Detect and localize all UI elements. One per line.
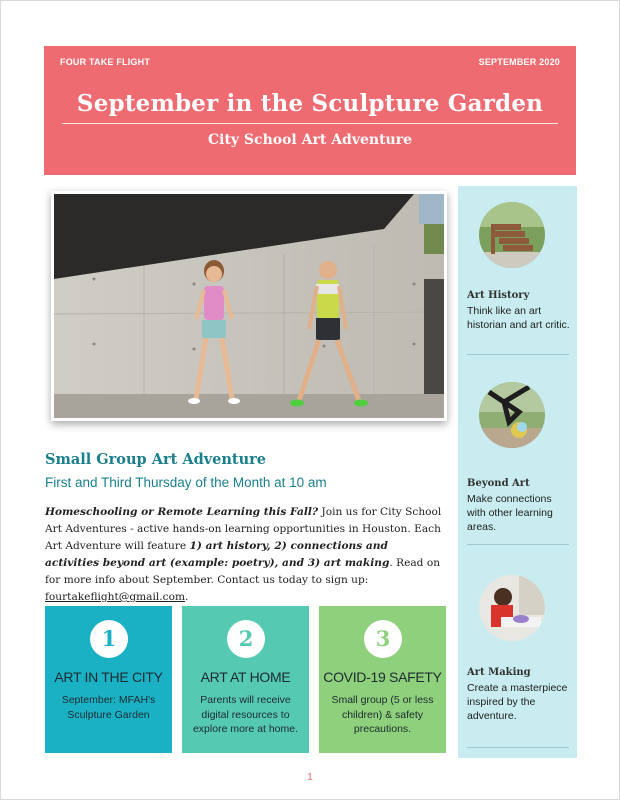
page-number: 1 bbox=[307, 772, 313, 783]
sidebar-divider bbox=[467, 544, 569, 545]
feature-card-art-at-home bbox=[182, 606, 309, 753]
art-history-illustration bbox=[479, 202, 545, 268]
card-body: September: MFAH's Sculpture Garden bbox=[61, 694, 156, 721]
beyond-art-photo bbox=[479, 382, 545, 448]
art-making-illustration bbox=[479, 575, 545, 641]
page-title: September in the Sculpture Garden bbox=[76, 90, 544, 117]
beyond-art-illustration bbox=[479, 382, 545, 448]
intro-end: . bbox=[185, 591, 189, 603]
sculpture-garden-photo bbox=[51, 191, 447, 421]
photo-illustration bbox=[54, 194, 444, 418]
intro-lead: Homeschooling or Remote Learning this Fall? bbox=[45, 506, 319, 518]
sidebar-text-art-history: Think like an art historian and art critic. bbox=[467, 305, 570, 331]
card-title: COVID-19 SAFETY bbox=[323, 669, 442, 685]
feature-card-art-in-the-city bbox=[45, 606, 172, 753]
card-body: Small group (5 or less children) & safety precautions. bbox=[331, 694, 434, 735]
intro-features: 1) art history, 2) connections and activities beyond art (example: poetry), and 3) art making bbox=[45, 540, 390, 569]
sidebar-text-art-making: Create a masterpiece inspired by the adventure. bbox=[467, 682, 568, 722]
sidebar-divider bbox=[467, 354, 569, 355]
intro-part2: . Read on for more info about September. Contact us today to sign up: bbox=[45, 557, 441, 586]
sidebar-label-art-making: Art Making bbox=[467, 667, 531, 678]
section-subheading: First and Third Thursday of the Month at 10 am bbox=[45, 475, 327, 490]
card-number-badge: 2 bbox=[227, 620, 265, 658]
card-number-badge: 1 bbox=[90, 620, 128, 658]
brand-tag: FOUR TAKE FLIGHT bbox=[60, 57, 151, 67]
sidebar-text-beyond-art: Make connections with other learning areas. bbox=[467, 493, 553, 533]
section-heading: Small Group Art Adventure bbox=[45, 451, 267, 468]
date-tag: SEPTEMBER 2020 bbox=[478, 57, 560, 67]
contact-email-link[interactable]: fourtakeflight@gmail.com bbox=[45, 591, 185, 603]
card-number-badge: 3 bbox=[364, 620, 402, 658]
header-banner bbox=[44, 46, 576, 175]
sidebar bbox=[458, 186, 577, 758]
feature-card-covid-safety bbox=[319, 606, 446, 753]
banner-divider bbox=[62, 123, 558, 124]
page-subtitle: City School Art Adventure bbox=[208, 132, 412, 148]
card-title: ART IN THE CITY bbox=[54, 669, 163, 685]
card-title: ART AT HOME bbox=[200, 669, 291, 685]
intro-part1: Join us for City School Art Adventures - active hands-on learning opportunities in Houston. Each Art Adventure will feature bbox=[45, 506, 442, 552]
card-body: Parents will receive digital resources to explore more at home. bbox=[192, 694, 299, 735]
art-history-photo bbox=[479, 202, 545, 268]
intro-paragraph bbox=[45, 504, 445, 606]
banner-topline bbox=[60, 57, 560, 67]
art-making-photo bbox=[479, 575, 545, 641]
sidebar-label-art-history: Art History bbox=[467, 290, 530, 301]
sidebar-divider bbox=[467, 747, 569, 748]
sidebar-label-beyond-art: Beyond Art bbox=[467, 478, 530, 489]
